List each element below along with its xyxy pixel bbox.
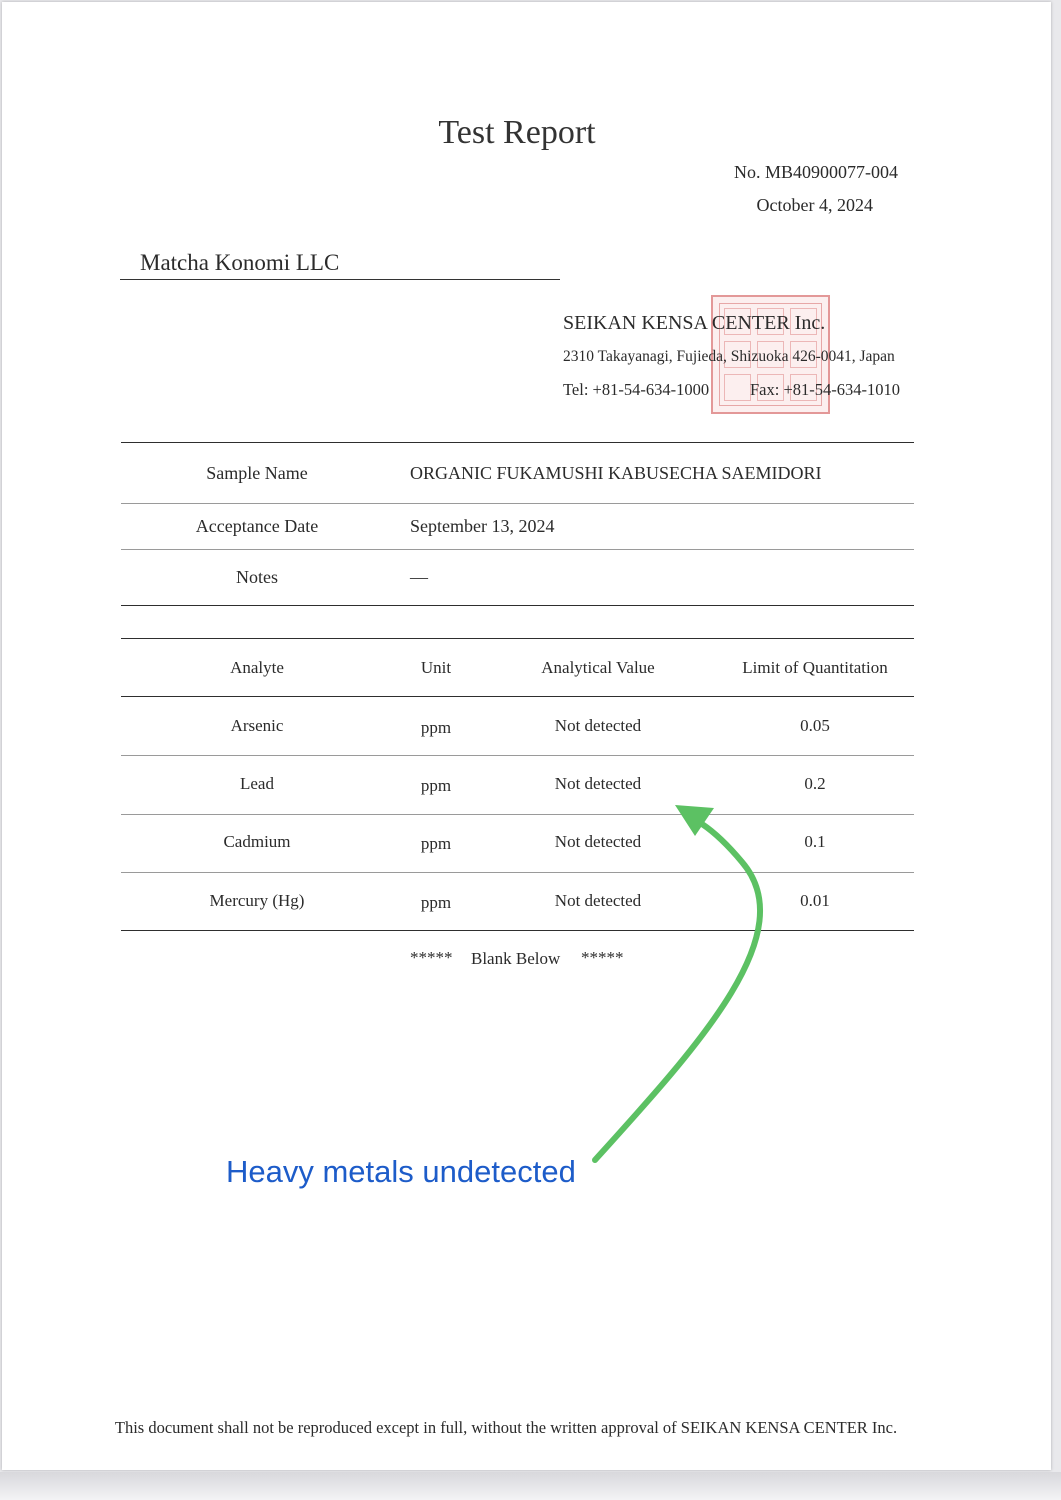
cell-unit: ppm bbox=[420, 776, 452, 795]
blank-marker-right: ***** bbox=[581, 948, 624, 967]
cell-loq: 0.01 bbox=[800, 891, 830, 910]
cell-loq: 0.05 bbox=[800, 716, 830, 735]
cell-loq: 0.1 bbox=[804, 832, 826, 851]
cell-analytical-value: Not detected bbox=[554, 774, 642, 793]
info-value-sample-name: ORGANIC FUKAMUSHI KABUSECHA SAEMIDORI bbox=[410, 463, 822, 483]
blank-below-text: Blank Below bbox=[471, 949, 561, 968]
column-header-analytical-value: Analytical Value bbox=[541, 658, 655, 677]
column-header-analyte: Analyte bbox=[230, 658, 284, 677]
cell-analytical-value: Not detected bbox=[554, 891, 642, 910]
client-name: Matcha Konomi LLC bbox=[140, 250, 340, 275]
info-label-notes: Notes bbox=[236, 567, 278, 587]
blank-marker-left: ***** bbox=[410, 948, 453, 967]
info-label-acceptance-date: Acceptance Date bbox=[195, 516, 319, 536]
report-title: Test Report bbox=[438, 114, 596, 151]
lab-address: 2310 Takayanagi, Fujieda, Shizuoka 426-0041, Japan bbox=[563, 348, 895, 365]
cell-analyte: Cadmium bbox=[223, 832, 291, 851]
report-number: No. MB40900077-004 bbox=[733, 162, 898, 182]
info-value-acceptance-date: September 13, 2024 bbox=[410, 516, 555, 536]
annotation-text: Heavy metals undetected bbox=[226, 1154, 576, 1189]
cell-unit: ppm bbox=[420, 893, 452, 912]
curved-arrow-icon bbox=[2, 2, 1051, 1470]
cell-analytical-value: Not detected bbox=[554, 832, 642, 851]
info-label-sample-name: Sample Name bbox=[206, 463, 308, 483]
footer-disclaimer: This document shall not be reproduced except in full, without the written approval of SEIKAN KENSA CENTER Inc. bbox=[114, 1418, 898, 1437]
info-value-notes: — bbox=[410, 567, 428, 587]
cell-analyte: Mercury (Hg) bbox=[209, 891, 305, 910]
report-date: October 4, 2024 bbox=[756, 195, 873, 215]
cell-analytical-value: Not detected bbox=[554, 716, 642, 735]
cell-loq: 0.2 bbox=[804, 774, 826, 793]
cell-unit: ppm bbox=[420, 834, 452, 853]
cell-analyte: Lead bbox=[240, 774, 274, 793]
lab-name: SEIKAN KENSA CENTER Inc. bbox=[563, 312, 826, 334]
cell-unit: ppm bbox=[420, 718, 452, 737]
document-page bbox=[2, 2, 1051, 1470]
lab-tel: Tel: +81-54-634-1000 bbox=[563, 380, 710, 399]
cell-analyte: Arsenic bbox=[230, 716, 284, 735]
column-header-loq: Limit of Quantitation bbox=[742, 658, 888, 677]
column-header-unit: Unit bbox=[420, 658, 452, 677]
page-bottom-edge bbox=[0, 1472, 1061, 1500]
lab-fax: Fax: +81-54-634-1010 bbox=[750, 380, 900, 399]
